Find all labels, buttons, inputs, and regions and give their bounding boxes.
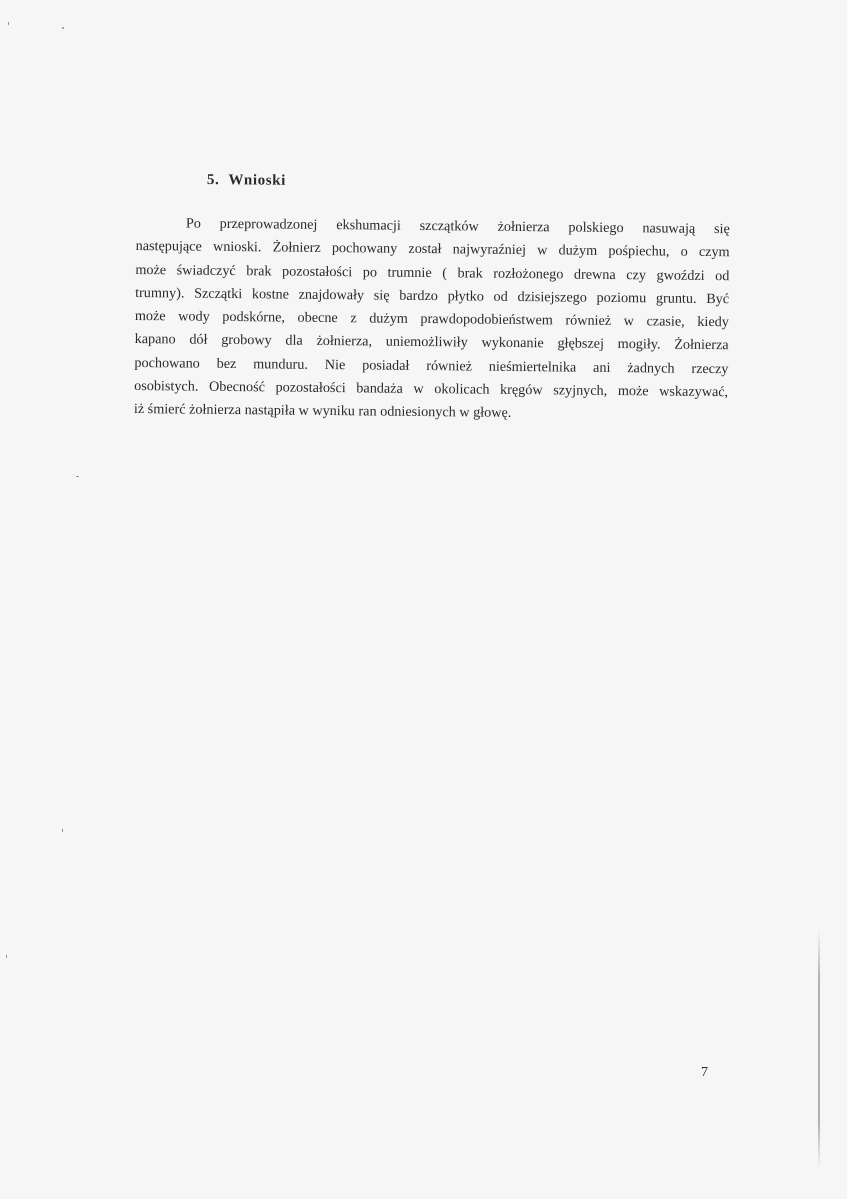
paragraph-line: trumny). Szczątki kostne znajdowały się bardzo płytko od dzisiejszego poziomu gruntu. Być <box>135 284 730 308</box>
conclusions-paragraph <box>134 212 730 428</box>
paragraph-line: pochowano bez munduru. Nie posiadał również nieśmiertelnika ani żadnych rzeczy <box>134 354 729 377</box>
paragraph-line: może wody podskórne, obecne z dużym prawdopodobieństwem również w czasie, kiedy <box>134 308 729 331</box>
page-number: 7 <box>701 1065 708 1080</box>
scan-edge-shadow <box>818 930 820 1170</box>
scan-speck <box>8 22 9 25</box>
paragraph-line: kapano dół grobowy dla żołnierza, uniemożliwiły wykonanie głębszej mogiły. Żołnierza <box>134 331 729 354</box>
paragraph-line: osobistych. Obecność pozostałości bandaża w okolicach kręgów szyjnych, może wskazywać, <box>134 378 729 401</box>
paragraph-line: następujące wnioski. Żołnierz pochowany został najwyraźniej w dużym pośpiechu, o czym <box>135 238 730 261</box>
scan-speck <box>76 476 79 477</box>
section-heading <box>207 172 286 190</box>
scan-speck <box>62 829 63 832</box>
paragraph-line: Po przeprowadzonej ekshumacji szczątków żołnierza polskiego nasuwają się <box>185 215 730 238</box>
section-number: 5. <box>206 172 220 189</box>
paragraph-line: iż śmierć żołnierza nastąpiła w wyniku ran odniesionych w głowę. <box>133 401 512 422</box>
section-title: Wnioski <box>228 172 287 189</box>
scan-speck <box>62 27 64 29</box>
paragraph-line: może świadczyć brak pozostałości po trumnie ( brak rozłożonego drewna czy gwoździ od <box>135 261 730 284</box>
scan-speck <box>6 955 7 958</box>
